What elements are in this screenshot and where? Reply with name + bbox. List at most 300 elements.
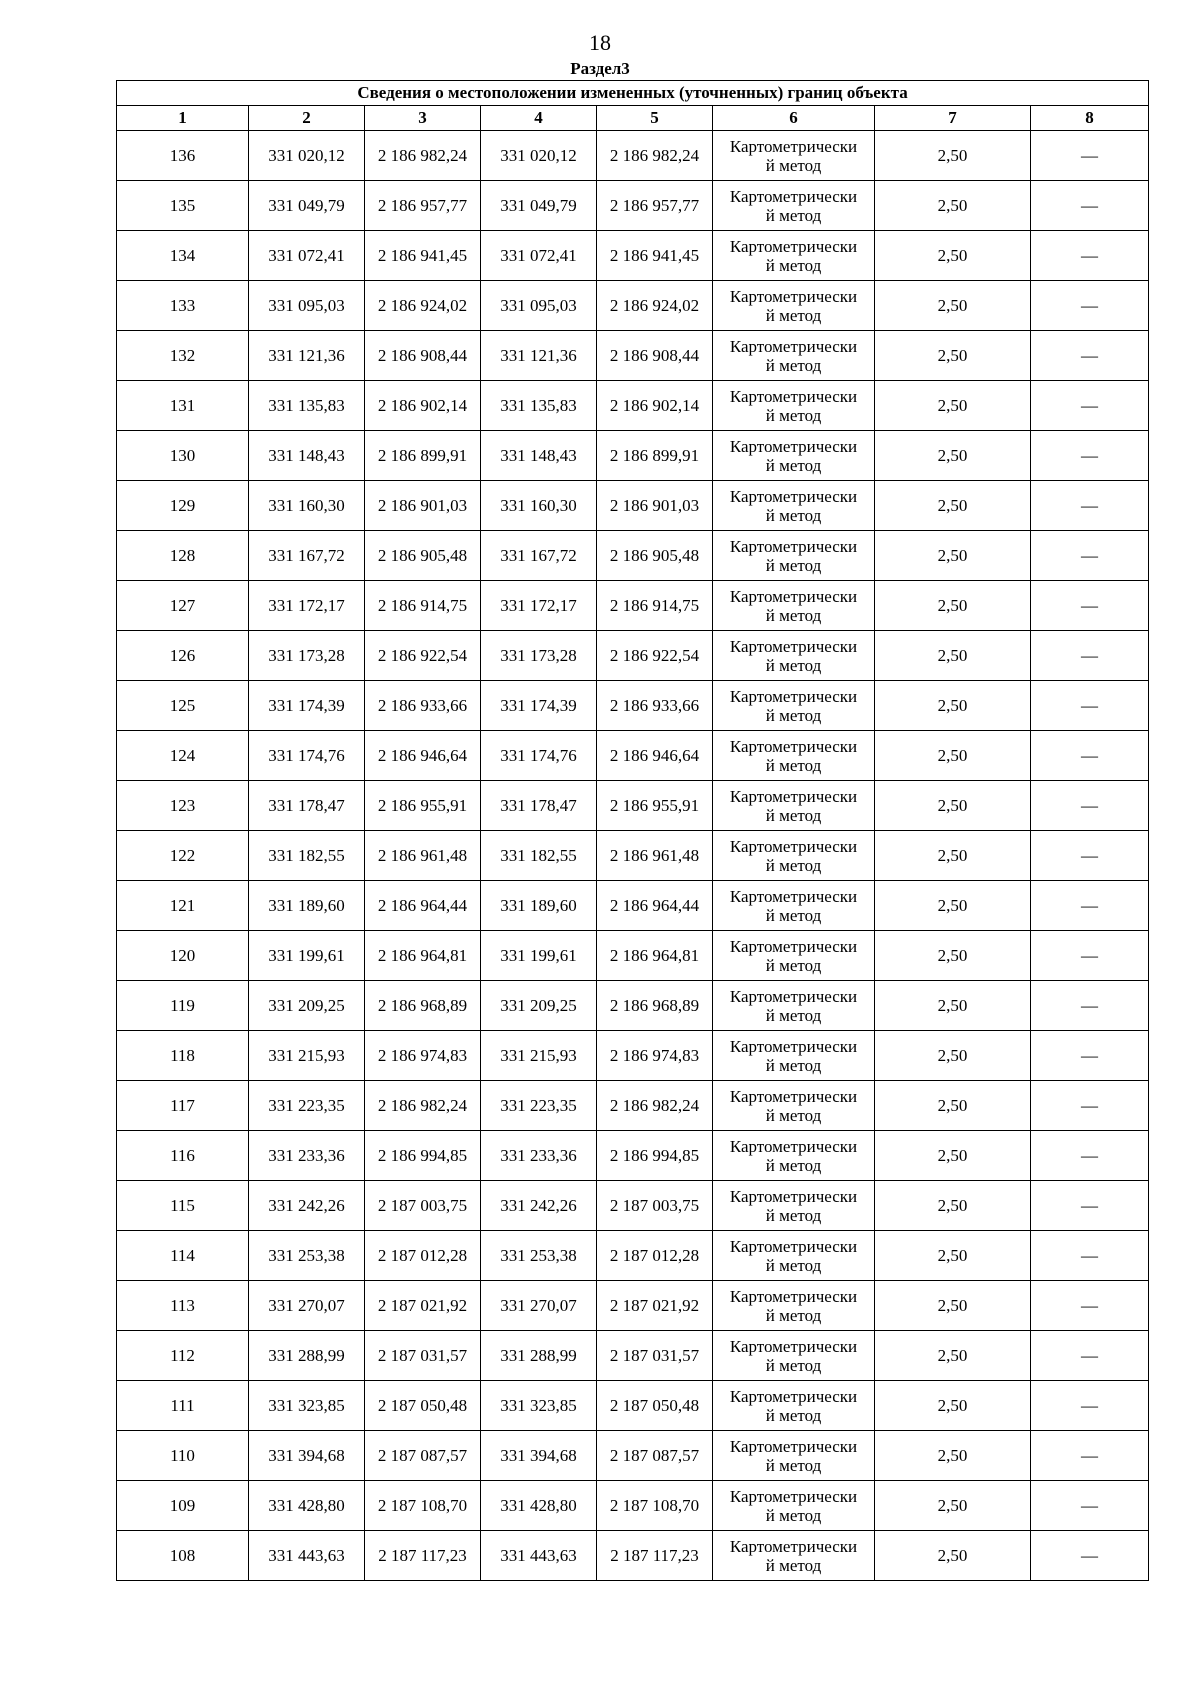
x-new-cell: 331 223,35 bbox=[481, 1081, 597, 1131]
accuracy-cell: 2,50 bbox=[875, 231, 1031, 281]
accuracy-cell: 2,50 bbox=[875, 881, 1031, 931]
y-existing-cell: 2 186 941,45 bbox=[365, 231, 481, 281]
table-caption: Сведения о местоположении измененных (уточненных) границ объекта bbox=[117, 81, 1149, 106]
x-new-cell: 331 394,68 bbox=[481, 1431, 597, 1481]
column-number: 8 bbox=[1031, 106, 1149, 131]
accuracy-cell: 2,50 bbox=[875, 1181, 1031, 1231]
note-cell: — bbox=[1031, 831, 1149, 881]
table-body bbox=[117, 131, 1149, 1581]
method-line: й метод bbox=[765, 305, 822, 325]
x-new-cell: 331 253,38 bbox=[481, 1231, 597, 1281]
point-number-cell: 135 bbox=[117, 181, 249, 231]
table-row bbox=[117, 881, 1149, 931]
x-new-cell: 331 072,41 bbox=[481, 231, 597, 281]
method-line: й метод bbox=[765, 955, 822, 975]
method-line: Картометрически bbox=[729, 1236, 858, 1256]
y-existing-cell: 2 186 957,77 bbox=[365, 181, 481, 231]
accuracy-cell: 2,50 bbox=[875, 981, 1031, 1031]
method-line: й метод bbox=[765, 905, 822, 925]
point-number-cell: 108 bbox=[117, 1531, 249, 1581]
y-new-cell: 2 186 924,02 bbox=[597, 281, 713, 331]
method-line: й метод bbox=[765, 1255, 822, 1275]
method-line: Картометрически bbox=[729, 1386, 858, 1406]
method-line: Картометрически bbox=[729, 836, 858, 856]
x-new-cell: 331 189,60 bbox=[481, 881, 597, 931]
y-new-cell: 2 187 003,75 bbox=[597, 1181, 713, 1231]
y-existing-cell: 2 187 012,28 bbox=[365, 1231, 481, 1281]
x-existing-cell: 331 160,30 bbox=[249, 481, 365, 531]
method-cell bbox=[713, 531, 875, 581]
accuracy-cell: 2,50 bbox=[875, 531, 1031, 581]
table-row bbox=[117, 1081, 1149, 1131]
y-new-cell: 2 186 933,66 bbox=[597, 681, 713, 731]
method-cell bbox=[713, 381, 875, 431]
table-row bbox=[117, 581, 1149, 631]
column-number: 7 bbox=[875, 106, 1031, 131]
boundary-table bbox=[116, 80, 1149, 1581]
point-number-cell: 130 bbox=[117, 431, 249, 481]
x-existing-cell: 331 049,79 bbox=[249, 181, 365, 231]
y-existing-cell: 2 186 968,89 bbox=[365, 981, 481, 1031]
accuracy-cell: 2,50 bbox=[875, 831, 1031, 881]
point-number-cell: 132 bbox=[117, 331, 249, 381]
x-new-cell: 331 178,47 bbox=[481, 781, 597, 831]
y-existing-cell: 2 186 955,91 bbox=[365, 781, 481, 831]
method-cell bbox=[713, 981, 875, 1031]
accuracy-cell: 2,50 bbox=[875, 331, 1031, 381]
x-new-cell: 331 199,61 bbox=[481, 931, 597, 981]
y-new-cell: 2 186 914,75 bbox=[597, 581, 713, 631]
method-line: Картометрически bbox=[729, 536, 858, 556]
x-new-cell: 331 242,26 bbox=[481, 1181, 597, 1231]
point-number-cell: 136 bbox=[117, 131, 249, 181]
x-new-cell: 331 209,25 bbox=[481, 981, 597, 1031]
x-existing-cell: 331 072,41 bbox=[249, 231, 365, 281]
method-cell bbox=[713, 681, 875, 731]
point-number-cell: 119 bbox=[117, 981, 249, 1031]
x-new-cell: 331 172,17 bbox=[481, 581, 597, 631]
method-line: Картометрически bbox=[729, 736, 858, 756]
method-cell bbox=[713, 781, 875, 831]
note-cell: — bbox=[1031, 1081, 1149, 1131]
x-existing-cell: 331 253,38 bbox=[249, 1231, 365, 1281]
x-new-cell: 331 233,36 bbox=[481, 1131, 597, 1181]
point-number-cell: 118 bbox=[117, 1031, 249, 1081]
x-existing-cell: 331 270,07 bbox=[249, 1281, 365, 1331]
method-line: й метод bbox=[765, 605, 822, 625]
x-new-cell: 331 167,72 bbox=[481, 531, 597, 581]
x-new-cell: 331 270,07 bbox=[481, 1281, 597, 1331]
table-row bbox=[117, 481, 1149, 531]
table-row bbox=[117, 631, 1149, 681]
x-existing-cell: 331 394,68 bbox=[249, 1431, 365, 1481]
method-cell bbox=[713, 831, 875, 881]
y-new-cell: 2 186 946,64 bbox=[597, 731, 713, 781]
accuracy-cell: 2,50 bbox=[875, 1381, 1031, 1431]
x-new-cell: 331 174,39 bbox=[481, 681, 597, 731]
table-row bbox=[117, 781, 1149, 831]
method-line: й метод bbox=[765, 705, 822, 725]
method-line: й метод bbox=[765, 755, 822, 775]
method-line: й метод bbox=[765, 1355, 822, 1375]
point-number-cell: 113 bbox=[117, 1281, 249, 1331]
method-cell bbox=[713, 331, 875, 381]
method-line: Картометрически bbox=[729, 136, 858, 156]
accuracy-cell: 2,50 bbox=[875, 1281, 1031, 1331]
x-existing-cell: 331 323,85 bbox=[249, 1381, 365, 1431]
method-line: й метод bbox=[765, 1205, 822, 1225]
method-cell bbox=[713, 1181, 875, 1231]
point-number-cell: 125 bbox=[117, 681, 249, 731]
y-new-cell: 2 186 982,24 bbox=[597, 131, 713, 181]
y-new-cell: 2 186 964,44 bbox=[597, 881, 713, 931]
method-line: Картометрически bbox=[729, 1086, 858, 1106]
x-existing-cell: 331 242,26 bbox=[249, 1181, 365, 1231]
point-number-cell: 116 bbox=[117, 1131, 249, 1181]
note-cell: — bbox=[1031, 931, 1149, 981]
y-new-cell: 2 186 961,48 bbox=[597, 831, 713, 881]
table-row bbox=[117, 1381, 1149, 1431]
x-existing-cell: 331 428,80 bbox=[249, 1481, 365, 1531]
y-existing-cell: 2 186 994,85 bbox=[365, 1131, 481, 1181]
method-line: й метод bbox=[765, 1305, 822, 1325]
method-line: й метод bbox=[765, 1505, 822, 1525]
note-cell: — bbox=[1031, 1331, 1149, 1381]
x-existing-cell: 331 095,03 bbox=[249, 281, 365, 331]
method-line: й метод bbox=[765, 555, 822, 575]
y-existing-cell: 2 186 901,03 bbox=[365, 481, 481, 531]
x-new-cell: 331 095,03 bbox=[481, 281, 597, 331]
method-line: й метод bbox=[765, 1405, 822, 1425]
method-line: Картометрически bbox=[729, 986, 858, 1006]
point-number-cell: 128 bbox=[117, 531, 249, 581]
x-existing-cell: 331 209,25 bbox=[249, 981, 365, 1031]
point-number-cell: 121 bbox=[117, 881, 249, 931]
y-existing-cell: 2 186 905,48 bbox=[365, 531, 481, 581]
y-new-cell: 2 187 117,23 bbox=[597, 1531, 713, 1581]
method-line: Картометрически bbox=[729, 1536, 858, 1556]
column-number: 2 bbox=[249, 106, 365, 131]
page-number bbox=[0, 30, 1200, 56]
x-existing-cell: 331 174,76 bbox=[249, 731, 365, 781]
y-existing-cell: 2 186 974,83 bbox=[365, 1031, 481, 1081]
x-new-cell: 331 135,83 bbox=[481, 381, 597, 431]
table-row bbox=[117, 931, 1149, 981]
y-new-cell: 2 186 974,83 bbox=[597, 1031, 713, 1081]
method-line: й метод bbox=[765, 505, 822, 525]
y-existing-cell: 2 186 922,54 bbox=[365, 631, 481, 681]
y-existing-cell: 2 187 087,57 bbox=[365, 1431, 481, 1481]
note-cell: — bbox=[1031, 531, 1149, 581]
table-row bbox=[117, 1031, 1149, 1081]
method-line: й метод bbox=[765, 205, 822, 225]
y-existing-cell: 2 186 914,75 bbox=[365, 581, 481, 631]
x-existing-cell: 331 148,43 bbox=[249, 431, 365, 481]
y-new-cell: 2 186 941,45 bbox=[597, 231, 713, 281]
table-row bbox=[117, 731, 1149, 781]
table-row bbox=[117, 131, 1149, 181]
method-line: й метод bbox=[765, 1005, 822, 1025]
note-cell: — bbox=[1031, 1431, 1149, 1481]
column-number: 1 bbox=[117, 106, 249, 131]
method-cell bbox=[713, 231, 875, 281]
y-new-cell: 2 187 031,57 bbox=[597, 1331, 713, 1381]
y-existing-cell: 2 186 964,81 bbox=[365, 931, 481, 981]
method-line: й метод bbox=[765, 1055, 822, 1075]
x-new-cell: 331 428,80 bbox=[481, 1481, 597, 1531]
method-line: Картометрически bbox=[729, 1286, 858, 1306]
method-line: й метод bbox=[765, 1155, 822, 1175]
table-row bbox=[117, 1531, 1149, 1581]
method-line: Картометрически bbox=[729, 386, 858, 406]
x-existing-cell: 331 178,47 bbox=[249, 781, 365, 831]
table-row bbox=[117, 831, 1149, 881]
x-existing-cell: 331 172,17 bbox=[249, 581, 365, 631]
point-number-cell: 131 bbox=[117, 381, 249, 431]
table-row bbox=[117, 1131, 1149, 1181]
y-new-cell: 2 187 050,48 bbox=[597, 1381, 713, 1431]
table-row bbox=[117, 1431, 1149, 1481]
x-existing-cell: 331 223,35 bbox=[249, 1081, 365, 1131]
table-row bbox=[117, 531, 1149, 581]
x-new-cell: 331 173,28 bbox=[481, 631, 597, 681]
x-new-cell: 331 174,76 bbox=[481, 731, 597, 781]
section-title: Раздел3 bbox=[570, 59, 630, 78]
method-cell bbox=[713, 1331, 875, 1381]
method-line: й метод bbox=[765, 655, 822, 675]
note-cell: — bbox=[1031, 131, 1149, 181]
point-number-cell: 114 bbox=[117, 1231, 249, 1281]
y-new-cell: 2 186 922,54 bbox=[597, 631, 713, 681]
x-new-cell: 331 323,85 bbox=[481, 1381, 597, 1431]
accuracy-cell: 2,50 bbox=[875, 631, 1031, 681]
table-row bbox=[117, 1481, 1149, 1531]
note-cell: — bbox=[1031, 381, 1149, 431]
accuracy-cell: 2,50 bbox=[875, 781, 1031, 831]
method-cell bbox=[713, 1281, 875, 1331]
method-line: Картометрически bbox=[729, 1036, 858, 1056]
point-number-cell: 133 bbox=[117, 281, 249, 331]
note-cell: — bbox=[1031, 881, 1149, 931]
accuracy-cell: 2,50 bbox=[875, 481, 1031, 531]
x-new-cell: 331 148,43 bbox=[481, 431, 597, 481]
x-new-cell: 331 020,12 bbox=[481, 131, 597, 181]
x-existing-cell: 331 288,99 bbox=[249, 1331, 365, 1381]
note-cell: — bbox=[1031, 1531, 1149, 1581]
method-cell bbox=[713, 581, 875, 631]
method-line: Картометрически bbox=[729, 1486, 858, 1506]
note-cell: — bbox=[1031, 431, 1149, 481]
method-line: Картометрически bbox=[729, 686, 858, 706]
table-row bbox=[117, 1231, 1149, 1281]
y-existing-cell: 2 187 117,23 bbox=[365, 1531, 481, 1581]
y-existing-cell: 2 186 961,48 bbox=[365, 831, 481, 881]
table-row bbox=[117, 431, 1149, 481]
accuracy-cell: 2,50 bbox=[875, 731, 1031, 781]
accuracy-cell: 2,50 bbox=[875, 1431, 1031, 1481]
method-line: Картометрически bbox=[729, 436, 858, 456]
point-number-cell: 110 bbox=[117, 1431, 249, 1481]
method-line: й метод bbox=[765, 1455, 822, 1475]
note-cell: — bbox=[1031, 781, 1149, 831]
point-number-cell: 124 bbox=[117, 731, 249, 781]
table-row bbox=[117, 1181, 1149, 1231]
y-new-cell: 2 186 994,85 bbox=[597, 1131, 713, 1181]
note-cell: — bbox=[1031, 281, 1149, 331]
table-row bbox=[117, 1331, 1149, 1381]
point-number-cell: 109 bbox=[117, 1481, 249, 1531]
column-number: 3 bbox=[365, 106, 481, 131]
y-new-cell: 2 186 968,89 bbox=[597, 981, 713, 1031]
y-new-cell: 2 186 899,91 bbox=[597, 431, 713, 481]
table-row bbox=[117, 1281, 1149, 1331]
method-line: Картометрически bbox=[729, 1336, 858, 1356]
method-cell bbox=[713, 1031, 875, 1081]
x-new-cell: 331 049,79 bbox=[481, 181, 597, 231]
y-new-cell: 2 186 901,03 bbox=[597, 481, 713, 531]
method-cell bbox=[713, 131, 875, 181]
method-cell bbox=[713, 281, 875, 331]
y-existing-cell: 2 186 946,64 bbox=[365, 731, 481, 781]
method-cell bbox=[713, 1431, 875, 1481]
note-cell: — bbox=[1031, 231, 1149, 281]
method-cell bbox=[713, 431, 875, 481]
method-line: й метод bbox=[765, 155, 822, 175]
note-cell: — bbox=[1031, 1031, 1149, 1081]
accuracy-cell: 2,50 bbox=[875, 1131, 1031, 1181]
note-cell: — bbox=[1031, 1231, 1149, 1281]
point-number-cell: 127 bbox=[117, 581, 249, 631]
method-line: й метод bbox=[765, 455, 822, 475]
x-existing-cell: 331 174,39 bbox=[249, 681, 365, 731]
method-line: й метод bbox=[765, 405, 822, 425]
method-line: Картометрически bbox=[729, 586, 858, 606]
x-existing-cell: 331 233,36 bbox=[249, 1131, 365, 1181]
method-line: Картометрически bbox=[729, 1136, 858, 1156]
y-new-cell: 2 186 905,48 bbox=[597, 531, 713, 581]
y-existing-cell: 2 186 982,24 bbox=[365, 1081, 481, 1131]
method-line: Картометрически bbox=[729, 936, 858, 956]
note-cell: — bbox=[1031, 631, 1149, 681]
point-number-cell: 134 bbox=[117, 231, 249, 281]
method-cell bbox=[713, 1081, 875, 1131]
point-number-cell: 112 bbox=[117, 1331, 249, 1381]
point-number-cell: 117 bbox=[117, 1081, 249, 1131]
note-cell: — bbox=[1031, 481, 1149, 531]
y-existing-cell: 2 186 899,91 bbox=[365, 431, 481, 481]
method-line: й метод bbox=[765, 855, 822, 875]
note-cell: — bbox=[1031, 1131, 1149, 1181]
x-existing-cell: 331 182,55 bbox=[249, 831, 365, 881]
accuracy-cell: 2,50 bbox=[875, 1531, 1031, 1581]
method-line: Картометрически bbox=[729, 236, 858, 256]
method-line: й метод bbox=[765, 255, 822, 275]
table-row bbox=[117, 181, 1149, 231]
table-row bbox=[117, 281, 1149, 331]
column-number: 4 bbox=[481, 106, 597, 131]
accuracy-cell: 2,50 bbox=[875, 431, 1031, 481]
method-line: Картометрически bbox=[729, 786, 858, 806]
accuracy-cell: 2,50 bbox=[875, 681, 1031, 731]
accuracy-cell: 2,50 bbox=[875, 1331, 1031, 1381]
x-existing-cell: 331 189,60 bbox=[249, 881, 365, 931]
x-existing-cell: 331 121,36 bbox=[249, 331, 365, 381]
y-existing-cell: 2 186 964,44 bbox=[365, 881, 481, 931]
y-new-cell: 2 187 021,92 bbox=[597, 1281, 713, 1331]
x-existing-cell: 331 443,63 bbox=[249, 1531, 365, 1581]
y-existing-cell: 2 186 902,14 bbox=[365, 381, 481, 431]
y-new-cell: 2 186 982,24 bbox=[597, 1081, 713, 1131]
accuracy-cell: 2,50 bbox=[875, 281, 1031, 331]
y-existing-cell: 2 187 050,48 bbox=[365, 1381, 481, 1431]
x-existing-cell: 331 215,93 bbox=[249, 1031, 365, 1081]
method-cell bbox=[713, 1131, 875, 1181]
note-cell: — bbox=[1031, 581, 1149, 631]
method-line: й метод bbox=[765, 355, 822, 375]
method-line: Картометрически bbox=[729, 286, 858, 306]
method-line: Картометрически bbox=[729, 636, 858, 656]
table-row bbox=[117, 381, 1149, 431]
table-row bbox=[117, 681, 1149, 731]
y-existing-cell: 2 186 933,66 bbox=[365, 681, 481, 731]
point-number-cell: 122 bbox=[117, 831, 249, 881]
note-cell: — bbox=[1031, 1281, 1149, 1331]
accuracy-cell: 2,50 bbox=[875, 581, 1031, 631]
y-existing-cell: 2 187 003,75 bbox=[365, 1181, 481, 1231]
note-cell: — bbox=[1031, 1381, 1149, 1431]
x-new-cell: 331 215,93 bbox=[481, 1031, 597, 1081]
point-number-cell: 120 bbox=[117, 931, 249, 981]
method-cell bbox=[713, 481, 875, 531]
accuracy-cell: 2,50 bbox=[875, 131, 1031, 181]
point-number-cell: 123 bbox=[117, 781, 249, 831]
method-cell bbox=[713, 731, 875, 781]
y-new-cell: 2 187 108,70 bbox=[597, 1481, 713, 1531]
note-cell: — bbox=[1031, 1481, 1149, 1531]
method-line: Картометрически bbox=[729, 886, 858, 906]
point-number-cell: 129 bbox=[117, 481, 249, 531]
y-new-cell: 2 186 955,91 bbox=[597, 781, 713, 831]
x-new-cell: 331 182,55 bbox=[481, 831, 597, 881]
y-new-cell: 2 186 908,44 bbox=[597, 331, 713, 381]
method-cell bbox=[713, 1231, 875, 1281]
column-number: 6 bbox=[713, 106, 875, 131]
point-number-cell: 126 bbox=[117, 631, 249, 681]
method-cell bbox=[713, 181, 875, 231]
method-cell bbox=[713, 931, 875, 981]
accuracy-cell: 2,50 bbox=[875, 931, 1031, 981]
method-cell bbox=[713, 1481, 875, 1531]
x-new-cell: 331 160,30 bbox=[481, 481, 597, 531]
y-new-cell: 2 187 087,57 bbox=[597, 1431, 713, 1481]
y-existing-cell: 2 187 021,92 bbox=[365, 1281, 481, 1331]
y-existing-cell: 2 187 108,70 bbox=[365, 1481, 481, 1531]
x-new-cell: 331 121,36 bbox=[481, 331, 597, 381]
method-cell bbox=[713, 1531, 875, 1581]
x-existing-cell: 331 167,72 bbox=[249, 531, 365, 581]
accuracy-cell: 2,50 bbox=[875, 381, 1031, 431]
note-cell: — bbox=[1031, 981, 1149, 1031]
page-number-text: 18 bbox=[589, 30, 611, 55]
accuracy-cell: 2,50 bbox=[875, 1481, 1031, 1531]
column-number-row bbox=[117, 106, 1149, 131]
x-new-cell: 331 288,99 bbox=[481, 1331, 597, 1381]
x-existing-cell: 331 135,83 bbox=[249, 381, 365, 431]
y-existing-cell: 2 186 908,44 bbox=[365, 331, 481, 381]
accuracy-cell: 2,50 bbox=[875, 1031, 1031, 1081]
method-line: Картометрически bbox=[729, 186, 858, 206]
note-cell: — bbox=[1031, 731, 1149, 781]
